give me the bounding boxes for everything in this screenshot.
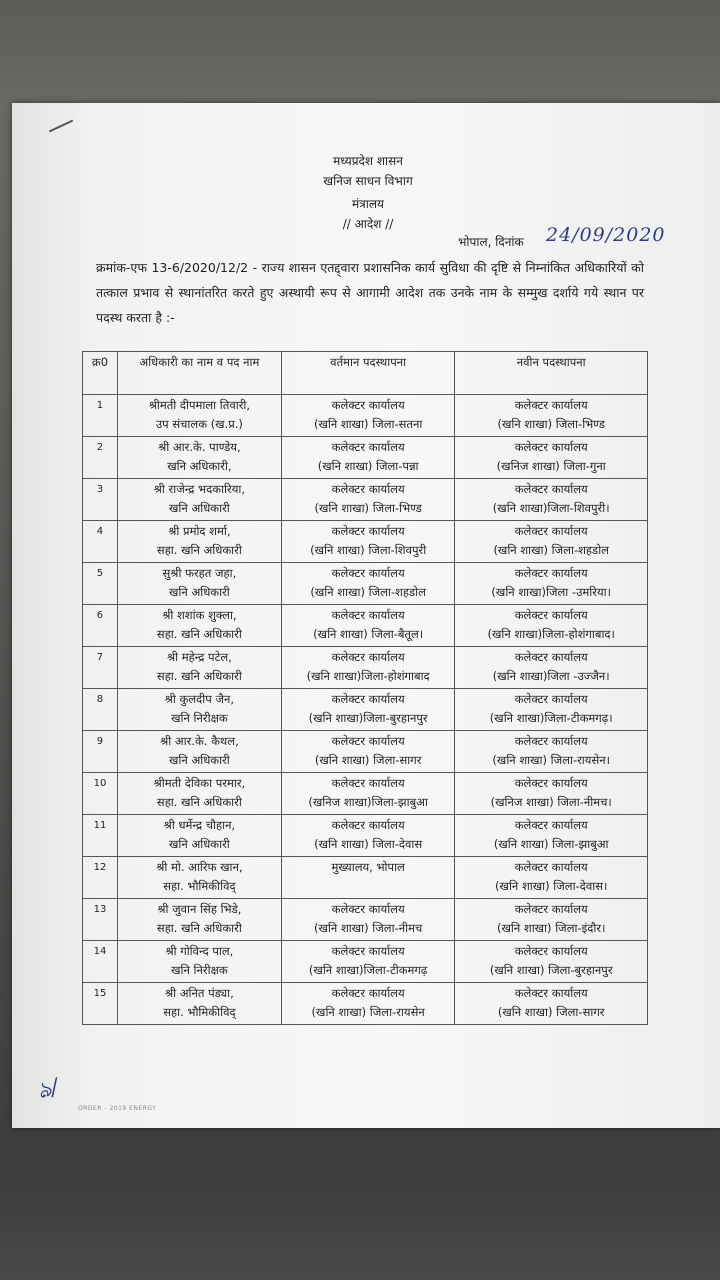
cell-officer — [117, 605, 281, 647]
cell-officer — [117, 899, 281, 941]
cell-new-posting-new1: कलेक्टर कार्यालय — [514, 650, 588, 664]
cell-current-posting-cur1: कलेक्टर कार्यालय — [331, 398, 405, 412]
cell-serial — [83, 395, 118, 437]
cell-current-posting-cur1: मुख्यालय, भोपाल — [331, 860, 405, 874]
cell-new-posting-new1: कलेक्टर कार्यालय — [514, 440, 588, 454]
header-current-posting: वर्तमान पदस्थापना — [281, 352, 455, 395]
header-department: खनिज साधन विभाग — [323, 174, 413, 188]
cell-new-posting — [455, 731, 648, 773]
cell-serial-no: 5 — [96, 568, 104, 579]
cell-serial — [83, 647, 118, 689]
cell-officer-post: उप संचालक (ख.प्र.) — [155, 417, 243, 431]
cell-current-posting — [281, 437, 455, 479]
cell-serial-no: 12 — [93, 862, 107, 873]
cell-officer-post: सहा. भौमिकीविद् — [163, 1005, 236, 1019]
table-row — [83, 857, 648, 899]
cell-serial-no: 14 — [93, 946, 107, 957]
cell-officer-post: सहा. भौमिकीविद् — [163, 879, 236, 893]
transfer-table — [82, 351, 648, 1025]
cell-officer-post: खनि निरीक्षक — [171, 963, 228, 977]
cell-current-posting-cur1: कलेक्टर कार्यालय — [331, 650, 405, 664]
cell-current-posting-cur2: (खनि शाखा) जिला-शिवपुरी — [310, 543, 427, 557]
cell-new-posting-new1: कलेक्टर कार्यालय — [514, 692, 588, 706]
cell-serial-no: 4 — [96, 526, 104, 537]
cell-officer-post: खनि अधिकारी — [169, 837, 230, 851]
cell-current-posting-cur1: कलेक्टर कार्यालय — [331, 944, 405, 958]
cell-current-posting-cur1: कलेक्टर कार्यालय — [331, 734, 405, 748]
cell-current-posting — [281, 395, 455, 437]
cell-officer-post: खनि अधिकारी — [169, 753, 230, 767]
cell-serial-no: 8 — [96, 694, 104, 705]
cell-new-posting — [455, 479, 648, 521]
cell-current-posting — [281, 731, 455, 773]
table-row — [83, 689, 648, 731]
cell-new-posting-new1: कलेक्टर कार्यालय — [514, 566, 588, 580]
cell-new-posting-new2: (खनि शाखा)जिला -उमरिया। — [491, 585, 611, 599]
cell-serial — [83, 815, 118, 857]
place-date-label: भोपाल, दिनांक — [458, 235, 524, 249]
cell-current-posting — [281, 563, 455, 605]
cell-new-posting-new1: कलेक्टर कार्यालय — [514, 986, 588, 1000]
cell-serial — [83, 857, 118, 899]
cell-officer-name: श्री धर्मेन्द्र चौहान, — [163, 818, 236, 832]
cell-new-posting — [455, 689, 648, 731]
cell-officer-post: सहा. खनि अधिकारी — [156, 921, 242, 935]
cell-current-posting-cur1: कलेक्टर कार्यालय — [331, 986, 405, 1000]
cell-new-posting — [455, 815, 648, 857]
cell-new-posting — [455, 437, 648, 479]
cell-current-posting-cur2: (खनि शाखा) जिला-शहडोल — [310, 585, 426, 599]
cell-new-posting-new2: (खनिज शाखा) जिला-नीमच। — [490, 795, 612, 809]
cell-current-posting-cur2: (खनि शाखा) जिला-नीमच — [314, 921, 423, 935]
cell-current-posting-cur1: कलेक्टर कार्यालय — [331, 818, 405, 832]
footer-code: ORDER - 2019 ENERGY — [78, 1105, 157, 1112]
cell-serial-no: 1 — [96, 400, 104, 411]
cell-officer — [117, 395, 281, 437]
cell-officer — [117, 857, 281, 899]
cell-new-posting-new2: (खनि शाखा)जिला-शिवपुरी। — [492, 501, 610, 515]
cell-new-posting-new1: कलेक्टर कार्यालय — [514, 818, 588, 832]
cell-current-posting-cur2: (खनि शाखा)जिला-बुरहानपुर — [308, 711, 428, 725]
cell-serial — [83, 521, 118, 563]
cell-current-posting-cur1: कलेक्टर कार्यालय — [331, 902, 405, 916]
cell-new-posting-new2: (खनि शाखा)जिला-होशंगाबाद। — [487, 627, 615, 641]
cell-officer — [117, 773, 281, 815]
cell-current-posting-cur1: कलेक्टर कार्यालय — [331, 440, 405, 454]
cell-serial-no: 3 — [96, 484, 104, 495]
cell-new-posting-new1: कलेक्टर कार्यालय — [514, 482, 588, 496]
cell-current-posting-cur1: कलेक्टर कार्यालय — [331, 776, 405, 790]
header-order-title: // आदेश // — [342, 217, 394, 231]
order-paragraph: क्रमांक-एफ 13-6/2020/12/2 - राज्य शासन एतद्द्वारा प्रशासनिक कार्य सुविधा की दृष्टि से निम्नांकित अधिकारियों को तत्काल प्रभाव से स्थानांतरित करते हुए अस्थायी रूप से आगामी आदेश तक उनके नाम के सम्मुख दर्शाये गये स्थान पर पदस्थ करता है :- — [96, 260, 644, 325]
cell-serial-no: 13 — [93, 904, 107, 915]
cell-current-posting-cur1: कलेक्टर कार्यालय — [331, 524, 405, 538]
cell-new-posting — [455, 521, 648, 563]
cell-officer-post: खनि अधिकारी, — [167, 459, 232, 473]
cell-officer-post: खनि निरीक्षक — [171, 711, 228, 725]
cell-serial — [83, 773, 118, 815]
table-header-row — [83, 352, 648, 395]
cell-current-posting — [281, 773, 455, 815]
cell-new-posting — [455, 773, 648, 815]
table-row — [83, 815, 648, 857]
cell-officer-name: श्री मो. आरिफ खान, — [156, 860, 243, 874]
cell-current-posting — [281, 941, 455, 983]
cell-current-posting-cur2: (खनि शाखा) जिला-बैतूल। — [313, 627, 424, 641]
cell-new-posting — [455, 563, 648, 605]
cell-current-posting-cur1: कलेक्टर कार्यालय — [331, 692, 405, 706]
cell-officer-name: श्री महेन्द्र पटेल, — [166, 650, 232, 664]
initials-mark: ঌ/ — [34, 1074, 62, 1105]
cell-current-posting — [281, 689, 455, 731]
cell-current-posting-cur1: कलेक्टर कार्यालय — [331, 566, 405, 580]
cell-new-posting-new2: (खनि शाखा) जिला-रायसेन। — [492, 753, 610, 767]
cell-officer-name: श्री प्रमोद शर्मा, — [168, 524, 231, 538]
cell-new-posting-new2: (खनि शाखा) जिला-इंदौर। — [496, 921, 606, 935]
cell-officer-name: श्री शशांक शुक्ला, — [162, 608, 237, 622]
cell-serial — [83, 605, 118, 647]
header-government: मध्यप्रदेश शासन — [333, 154, 403, 168]
cell-officer-name: श्रीमती देविका परमार, — [153, 776, 246, 790]
cell-officer — [117, 983, 281, 1025]
cell-current-posting-cur2: (खनि शाखा) जिला-रायसेन — [311, 1005, 425, 1019]
cell-new-posting-new2: (खनि शाखा) जिला-शहडोल — [493, 543, 609, 557]
cell-new-posting-new2: (खनि शाखा) जिला-सागर — [497, 1005, 605, 1019]
cell-new-posting-new1: कलेक्टर कार्यालय — [514, 776, 588, 790]
cell-current-posting-cur2: (खनि शाखा) जिला-भिण्ड — [314, 501, 422, 515]
cell-officer-name: श्री गोविन्द पाल, — [165, 944, 234, 958]
cell-officer — [117, 521, 281, 563]
cell-officer — [117, 731, 281, 773]
cell-officer-post: सहा. खनि अधिकारी — [156, 669, 242, 683]
cell-new-posting-new1: कलेक्टर कार्यालय — [514, 608, 588, 622]
cell-serial — [83, 941, 118, 983]
cell-current-posting-cur2: (खनि शाखा) जिला-सतना — [313, 417, 423, 431]
cell-officer-post: सहा. खनि अधिकारी — [156, 543, 242, 557]
table-row — [83, 983, 648, 1025]
cell-new-posting — [455, 899, 648, 941]
cell-new-posting-new2: (खनि शाखा) जिला-देवास। — [495, 879, 608, 893]
cell-serial — [83, 731, 118, 773]
cell-officer-name: सुश्री फरहत जहा, — [162, 566, 237, 580]
cell-current-posting-cur1: कलेक्टर कार्यालय — [331, 608, 405, 622]
cell-new-posting-new2: (खनि शाखा) जिला-झाबुआ — [493, 837, 609, 851]
cell-new-posting — [455, 395, 648, 437]
cell-officer-post: सहा. खनि अधिकारी — [156, 795, 242, 809]
cell-current-posting-cur2: (खनि शाखा) जिला-देवास — [314, 837, 423, 851]
table-row — [83, 731, 648, 773]
cell-serial-no: 11 — [93, 820, 107, 831]
cell-new-posting — [455, 605, 648, 647]
table-row — [83, 563, 648, 605]
table-row — [83, 773, 648, 815]
cell-officer — [117, 689, 281, 731]
cell-officer-post: खनि अधिकारी — [169, 585, 230, 599]
cell-new-posting-new2: (खनिज शाखा) जिला-गुना — [496, 459, 606, 473]
cell-serial-no: 6 — [96, 610, 104, 621]
cell-officer-name: श्रीमती दीपमाला तिवारी, — [148, 398, 251, 412]
cell-officer — [117, 437, 281, 479]
cell-officer — [117, 941, 281, 983]
table-row — [83, 647, 648, 689]
cell-officer-name: श्री आर.के. कैथल, — [160, 734, 239, 748]
cell-officer-name: श्री आर.के. पाण्डेय, — [158, 440, 241, 454]
cell-current-posting — [281, 605, 455, 647]
table-row — [83, 941, 648, 983]
cell-serial-no: 10 — [93, 778, 107, 789]
cell-new-posting-new1: कलेक्टर कार्यालय — [514, 734, 588, 748]
cell-officer — [117, 815, 281, 857]
cell-new-posting-new1: कलेक्टर कार्यालय — [514, 944, 588, 958]
table-row — [83, 479, 648, 521]
cell-serial-no: 2 — [96, 442, 104, 453]
cell-officer — [117, 563, 281, 605]
cell-new-posting-new1: कलेक्टर कार्यालय — [514, 398, 588, 412]
cell-serial — [83, 437, 118, 479]
cell-officer-name: श्री राजेन्द्र भदकारिया, — [153, 482, 246, 496]
cell-new-posting-new1: कलेक्टर कार्यालय — [514, 902, 588, 916]
cell-new-posting-new1: कलेक्टर कार्यालय — [514, 860, 588, 874]
cell-officer — [117, 647, 281, 689]
cell-officer-name: श्री कुलदीप जैन, — [164, 692, 235, 706]
cell-new-posting-new1: कलेक्टर कार्यालय — [514, 524, 588, 538]
cell-officer-post: सहा. खनि अधिकारी — [156, 627, 242, 641]
cell-new-posting-new2: (खनि शाखा) जिला-भिण्ड — [497, 417, 605, 431]
cell-current-posting — [281, 983, 455, 1025]
cell-serial — [83, 563, 118, 605]
cell-new-posting — [455, 647, 648, 689]
handwritten-date: 24/09/2020 — [546, 224, 666, 246]
cell-new-posting — [455, 857, 648, 899]
cell-serial-no: 7 — [96, 652, 104, 663]
cell-current-posting — [281, 857, 455, 899]
header-new-posting: नवीन पदस्थापना — [455, 352, 648, 395]
cell-new-posting — [455, 941, 648, 983]
table-row — [83, 521, 648, 563]
cell-current-posting — [281, 647, 455, 689]
cell-serial-no: 15 — [93, 988, 107, 999]
cell-current-posting-cur1: कलेक्टर कार्यालय — [331, 482, 405, 496]
cell-current-posting — [281, 521, 455, 563]
cell-current-posting-cur2: (खनिज शाखा)जिला-झाबुआ — [308, 795, 428, 809]
cell-officer — [117, 479, 281, 521]
header-officer: अधिकारी का नाम व पद नाम — [117, 352, 281, 395]
cell-serial — [83, 689, 118, 731]
cell-current-posting-cur2: (खनि शाखा)जिला-होशंगाबाद — [306, 669, 430, 683]
cell-serial — [83, 479, 118, 521]
table-row — [83, 899, 648, 941]
header-serial: क्र0 — [83, 352, 118, 395]
cell-officer-name: श्री अनित पंड्या, — [164, 986, 234, 1000]
table-row — [83, 605, 648, 647]
cell-new-posting — [455, 983, 648, 1025]
cell-current-posting — [281, 815, 455, 857]
cell-new-posting-new2: (खनि शाखा)जिला -उज्जैन। — [492, 669, 610, 683]
header-ministry: मंत्रालय — [351, 197, 384, 211]
table-row — [83, 437, 648, 479]
cell-officer-name: श्री जुवान सिंह भिडे, — [157, 902, 242, 916]
cell-officer-post: खनि अधिकारी — [169, 501, 230, 515]
table-row — [83, 395, 648, 437]
cell-current-posting-cur2: (खनि शाखा) जिला-सागर — [314, 753, 422, 767]
cell-current-posting — [281, 479, 455, 521]
cell-serial — [83, 983, 118, 1025]
cell-current-posting-cur2: (खनि शाखा) जिला-पन्ना — [317, 459, 419, 473]
cell-new-posting-new2: (खनि शाखा)जिला-टीकमगढ़। — [489, 711, 613, 725]
cell-serial — [83, 899, 118, 941]
cell-new-posting-new2: (खनि शाखा) जिला-बुरहानपुर — [489, 963, 613, 977]
cell-serial-no: 9 — [96, 736, 104, 747]
cell-current-posting — [281, 899, 455, 941]
cell-current-posting-cur2: (खनि शाखा)जिला-टीकमगढ़ — [308, 963, 428, 977]
